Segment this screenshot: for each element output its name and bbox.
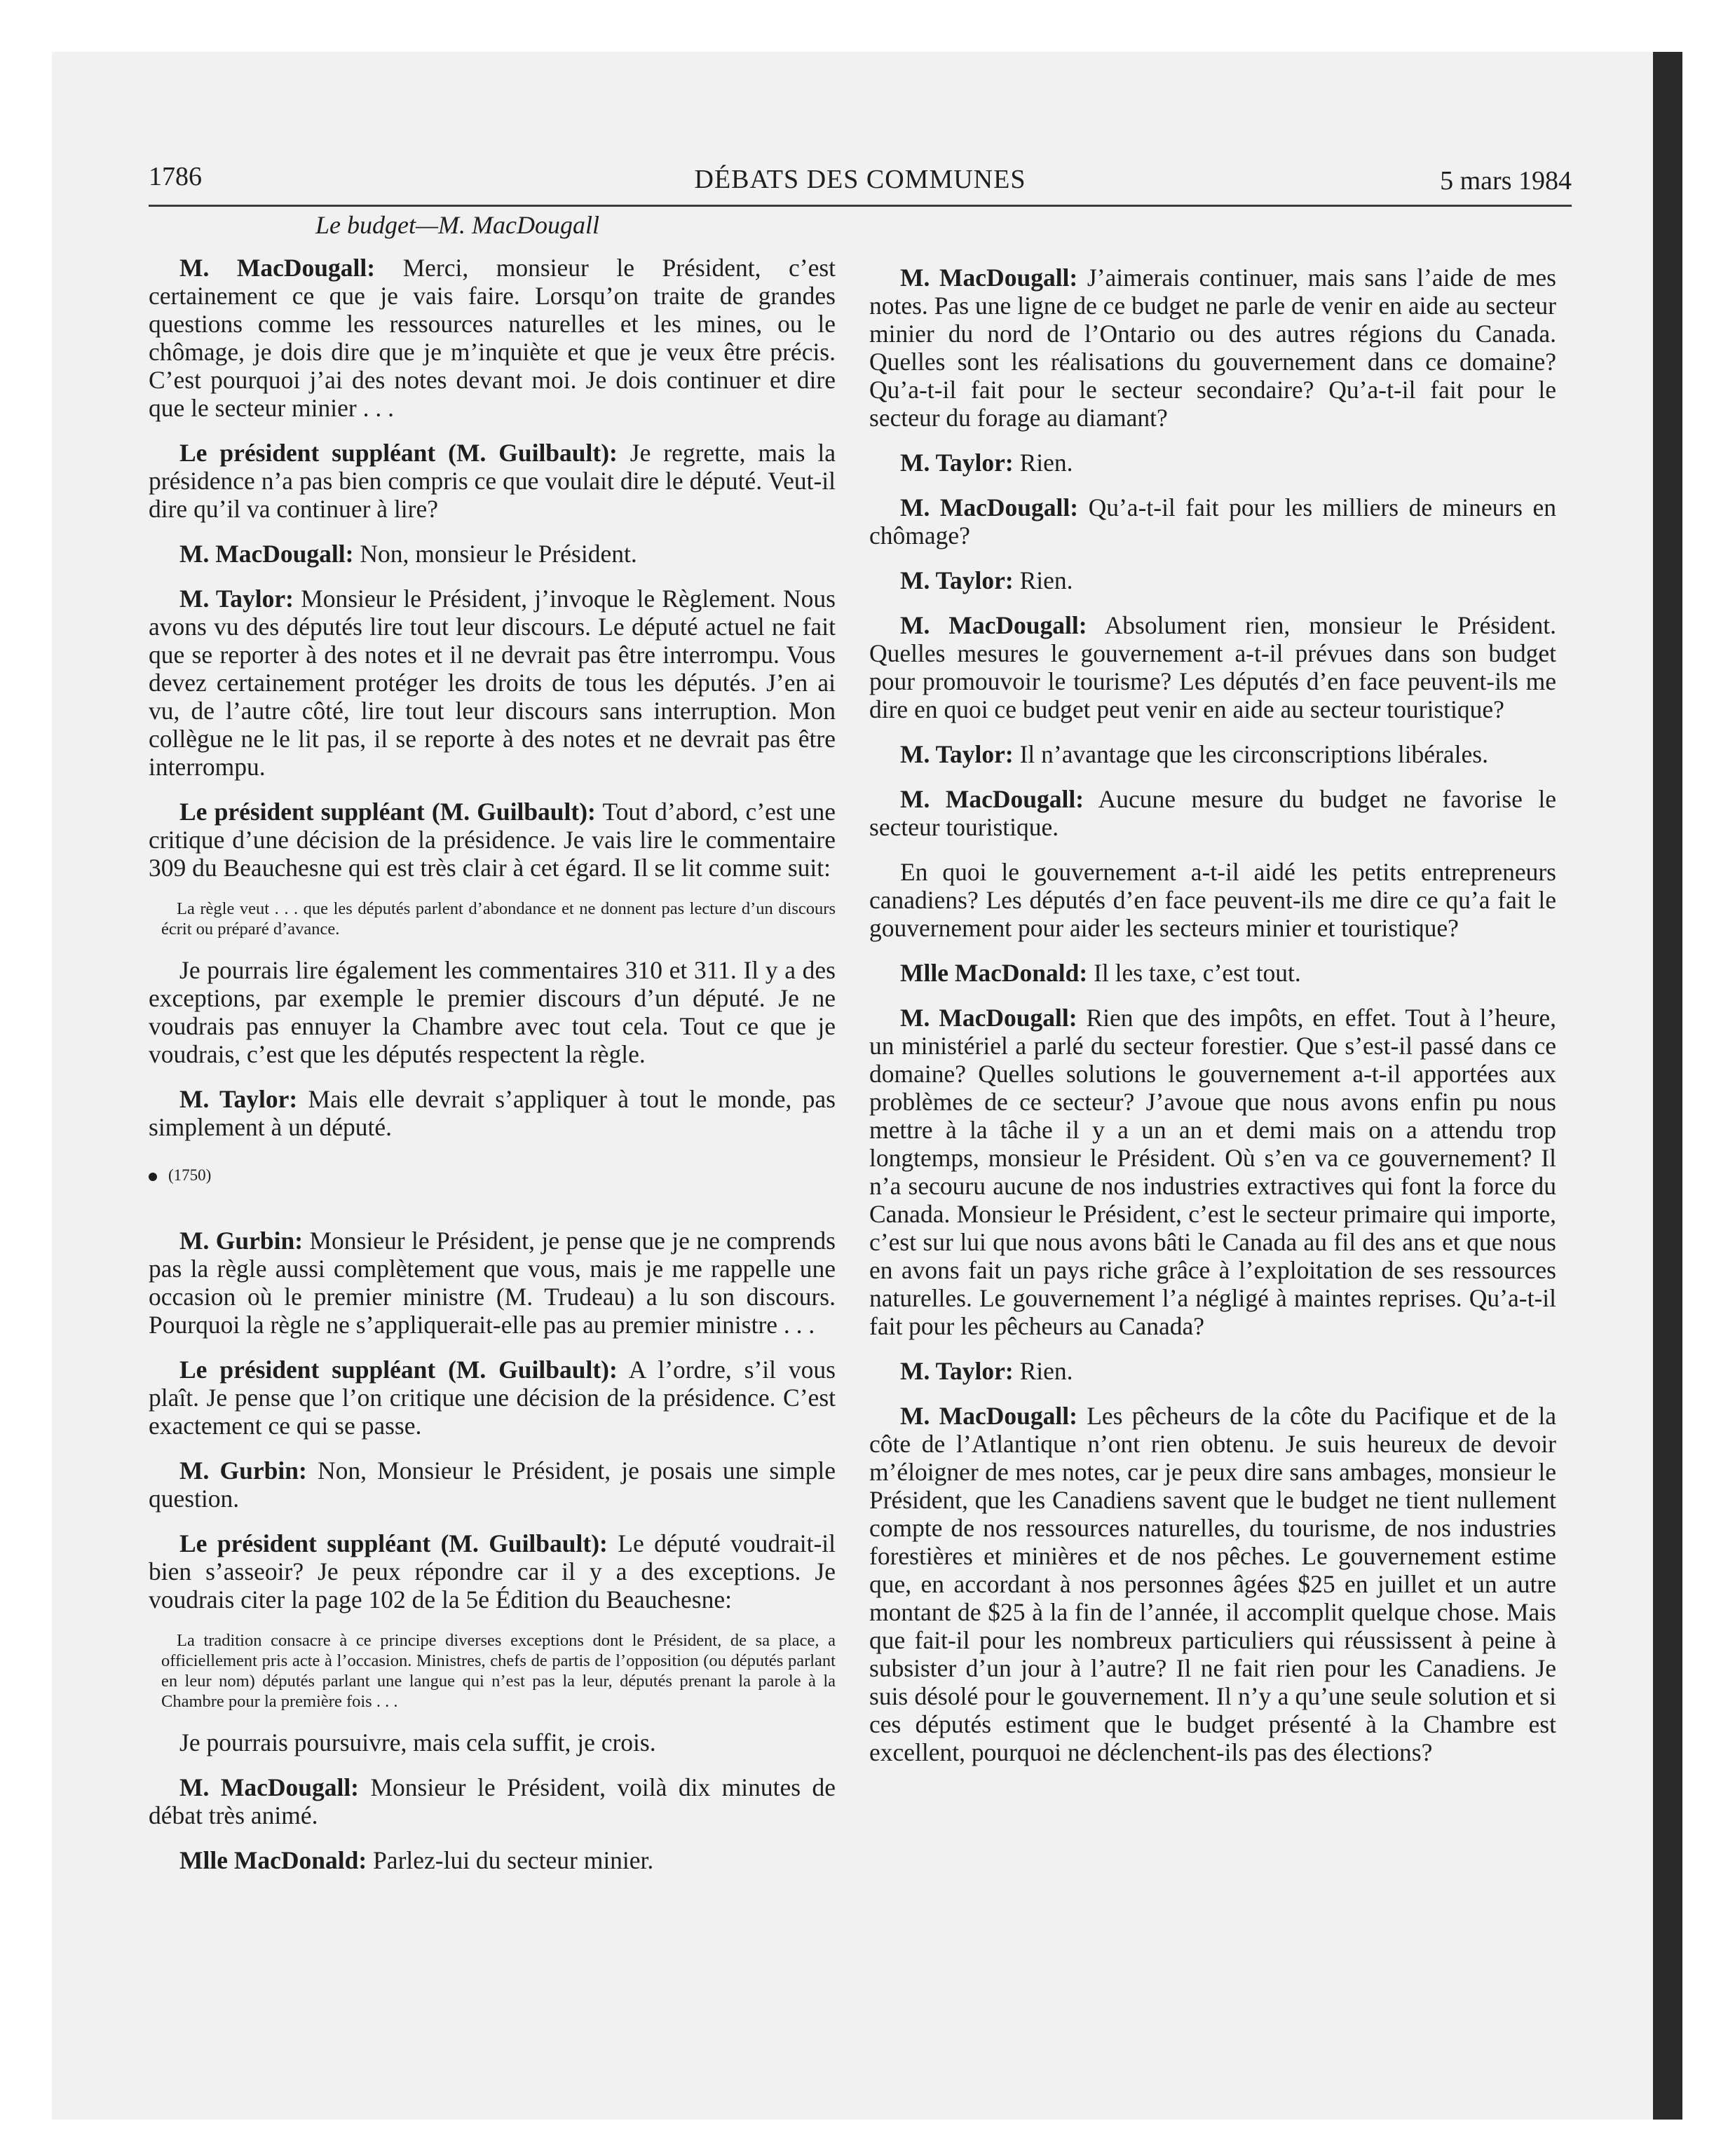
speech-paragraph bbox=[869, 493, 1556, 550]
speech-paragraph bbox=[869, 1402, 1556, 1766]
speech-text: Monsieur le Président, je pense que je ne comprends pas la règle aussi complètement que vous, mais je me rappelle une occasion où le premier ministre (M. Trudeau) a lu son discours. Pourquoi la règle ne s’appliquerait-elle pas au premier ministre . . . bbox=[149, 1227, 836, 1339]
speech-paragraph bbox=[149, 1846, 836, 1874]
speech-paragraph bbox=[869, 858, 1556, 942]
speaker-name: M. MacDougall: bbox=[179, 540, 354, 568]
speaker-name: M. Taylor: bbox=[179, 1085, 298, 1113]
speech-paragraph bbox=[149, 1456, 836, 1513]
speech-paragraph bbox=[869, 1004, 1556, 1340]
page-header bbox=[149, 156, 1572, 207]
speech-text: Il les taxe, c’est tout. bbox=[1087, 959, 1301, 987]
block-quote: La règle veut . . . que les députés parlent d’abondance et ne donnent pas lecture d’un discours écrit ou préparé d’avance. bbox=[161, 899, 836, 939]
speaker-name: Le président suppléant (M. Guilbault): bbox=[179, 439, 618, 467]
speech-paragraph bbox=[869, 449, 1556, 477]
running-head: Le budget—M. MacDougall bbox=[315, 211, 599, 239]
speech-text: Rien. bbox=[1013, 1357, 1073, 1385]
speech-paragraph bbox=[149, 1356, 836, 1440]
speaker-name: M. MacDougall: bbox=[900, 1402, 1077, 1430]
bullet-icon bbox=[149, 1173, 157, 1181]
speech-paragraph bbox=[149, 798, 836, 882]
speech-paragraph bbox=[869, 264, 1556, 432]
speech-paragraph bbox=[149, 585, 836, 781]
left-column bbox=[149, 254, 836, 1891]
speech-text: Rien. bbox=[1013, 566, 1073, 594]
speaker-name: M. MacDougall: bbox=[900, 264, 1078, 292]
page-number: 1786 bbox=[149, 162, 202, 191]
speech-text: Tout d’abord, c’est une critique d’une décision de la présidence. Je vais lire le commentaire 309 du Beauchesne qui est très clair à cet égard. Il se lit comme suit: bbox=[149, 798, 836, 882]
speech-paragraph bbox=[149, 1728, 836, 1756]
speech-text: A l’ordre, s’il vous plaît. Je pense que l’on critique une décision de la présidence. C’est exactement ce qui se passe. bbox=[149, 1356, 836, 1440]
speech-text: Je pourrais lire également les commentaires 310 et 311. Il y a des exceptions, par exemple le premier discours d’un député. Je ne voudrais pas ennuyer la Chambre avec tout cela. Tout ce que je voudrais, c’est que les députés respectent la règle. bbox=[149, 956, 836, 1068]
speech-text: J’aimerais continuer, mais sans l’aide de mes notes. Pas une ligne de ce budget ne parle de venir en aide au secteur minier du nord de l’Ontario ou des autres régions du Canada. Quelles sont les réalisations du gouvernement dans ce domaine? Qu’a-t-il fait pour le secteur secondaire? Qu’a-t-il fait pour le secteur du forage au diamant? bbox=[869, 264, 1556, 432]
publication-title: DÉBATS DES COMMUNES bbox=[694, 165, 1026, 194]
speech-paragraph bbox=[869, 1357, 1556, 1385]
speaker-name: M. Taylor: bbox=[179, 585, 294, 613]
speech-text: Parlez-lui du secteur minier. bbox=[367, 1846, 654, 1874]
speech-text: Il n’avantage que les circonscriptions libérales. bbox=[1013, 740, 1488, 768]
speech-paragraph bbox=[149, 1773, 836, 1829]
speaker-name: M. MacDougall: bbox=[900, 611, 1087, 639]
speaker-name: M. Taylor: bbox=[900, 449, 1014, 477]
speech-text: Mais elle devrait s’appliquer à tout le monde, pas simplement à un député. bbox=[149, 1085, 836, 1141]
speech-text: Monsieur le Président, j’invoque le Règlement. Nous avons vu des députés lire tout leur discours. Le député actuel ne fait que se reporter à des notes et il ne devrait pas être interrompu. Vous devez certainement protéger les droits de tous les députés. J’en ai vu, de l’autre côté, lire tout leur discours sans interruption. Mon collègue ne le lit pas, il se reporte à des notes et ne devrait pas être interrompu. bbox=[149, 585, 836, 781]
speech-paragraph bbox=[149, 540, 836, 568]
speaker-name: M. Taylor: bbox=[900, 1357, 1014, 1385]
speech-text: Non, monsieur le Président. bbox=[353, 540, 637, 568]
speech-text: Absolument rien, monsieur le Président. Quelles mesures le gouvernement a-t-il prévues dans son budget pour promouvoir le tourisme? Les députés d’en face peuvent-ils me dire en quoi ce budget peut venir en aide au secteur touristique? bbox=[869, 611, 1557, 723]
speaker-name: Le président suppléant (M. Guilbault): bbox=[179, 1356, 618, 1384]
speaker-name: Mlle MacDonald: bbox=[179, 1846, 367, 1874]
speech-paragraph bbox=[869, 740, 1556, 768]
speaker-name: Le président suppléant (M. Guilbault): bbox=[179, 798, 596, 826]
speaker-name: M. Gurbin: bbox=[179, 1227, 304, 1255]
speech-paragraph bbox=[869, 785, 1556, 841]
speech-paragraph bbox=[869, 566, 1556, 594]
speech-text: Non, Monsieur le Président, je posais une simple question. bbox=[149, 1456, 836, 1513]
right-column bbox=[869, 264, 1556, 1783]
speech-text: Monsieur le Président, voilà dix minutes de débat très animé. bbox=[149, 1773, 836, 1829]
speech-paragraph bbox=[149, 1227, 836, 1339]
speech-paragraph bbox=[869, 611, 1556, 723]
speech-text: Je pourrais poursuivre, mais cela suffit, je crois. bbox=[179, 1728, 656, 1756]
block-quote: La tradition consacre à ce principe diverses exceptions dont le Président, de sa place, a officiellement pris acte à l’occasion. Ministres, chefs de partis de l’opposition (ou députés parlant en leur nom) députés parlant une langue qui n’est pas la leur, députés prenant la parole à la Chambre pour la première fois . . . bbox=[161, 1631, 836, 1711]
speaker-name: M. MacDougall: bbox=[179, 1773, 360, 1801]
speaker-name: M. Taylor: bbox=[900, 566, 1014, 594]
speaker-name: M. MacDougall: bbox=[900, 785, 1084, 813]
time-marker bbox=[149, 1165, 836, 1186]
speech-text: Rien que des impôts, en effet. Tout à l’heure, un ministériel a parlé du secteur forestier. Que s’est-il passé dans ce domaine? Quelles solutions le gouvernement a-t-il apportées aux problèmes de ce secteur? J’avoue que nous avons enfin pu nous mettre à la tâche il y a un an et demi mais on a attendu trop longtemps, monsieur le Président. Où s’en va ce gouvernement? Il n’a secouru aucune de nos industries extractives qui font la force du Canada. Monsieur le Président, c’est le secteur primaire qui importe, c’est sur lui que nous avons bâti le Canada au fil des ans et que nous en avons fait un pays riche grâce à l’exploitation de ses ressources naturelles. Le gouvernement l’a négligé à maintes reprises. Qu’a-t-il fait pour les pêcheurs au Canada? bbox=[869, 1004, 1556, 1340]
speaker-name: M. MacDougall: bbox=[900, 493, 1079, 521]
speech-text: Merci, monsieur le Président, c’est certainement ce que je vais faire. Lorsqu’on traite de grandes questions comme les ressources naturelles et les mines, ou le chômage, je dois dire que je m’inquiète et que je veux être précis. C’est pourquoi j’ai des notes devant moi. Je dois continuer et dire que le secteur minier . . . bbox=[149, 254, 836, 422]
speech-paragraph bbox=[149, 1085, 836, 1141]
speech-paragraph bbox=[869, 959, 1556, 987]
speech-text: Les pêcheurs de la côte du Pacifique et de la côte de l’Atlantique n’ont rien obtenu. Je suis heureux de devoir m’éloigner de mes notes, car je peux dire sans ambages, monsieur le Président, que les Canadiens savent que le budget ne tient nullement compte de nos ressources naturelles, du tourisme, de nos industries forestières et minières et de nos pêches. Le gouvernement estime que, en accordant à nos personnes âgées $25 en juillet et un autre montant de $25 à la fin de l’année, il accomplit quelque chose. Mais que fait-il pour les nombreux particuliers qui réussissent à peine à subsister d’un jour à l’autre? Il ne fait rien pour les Canadiens. Je suis désolé pour le gouvernement. Il n’y a qu’une seule solution et si ces députés estiment que le budget présenté à la Chambre est excellent, pourquoi ne déclenchent-ils pas des élections? bbox=[869, 1402, 1556, 1766]
speech-text: Le député voudrait-il bien s’asseoir? Je peux répondre car il y a des exceptions. Je voudrais citer la page 102 de la 5e Édition du Beauchesne: bbox=[149, 1529, 836, 1613]
speaker-name: M. MacDougall: bbox=[900, 1004, 1077, 1032]
speech-paragraph bbox=[149, 1529, 836, 1613]
speech-text: Qu’a-t-il fait pour les milliers de mineurs en chômage? bbox=[869, 493, 1556, 550]
speaker-name: M. Gurbin: bbox=[179, 1456, 307, 1485]
speaker-name: M. MacDougall: bbox=[179, 254, 376, 282]
scan-edge-shadow bbox=[1653, 52, 1682, 2120]
speech-paragraph bbox=[149, 254, 836, 422]
speech-text: Je regrette, mais la présidence n’a pas bien compris ce que voulait dire le député. Veut-il dire qu’il va continuer à lire? bbox=[149, 439, 836, 523]
speech-paragraph bbox=[149, 956, 836, 1068]
issue-date: 5 mars 1984 bbox=[1440, 166, 1572, 196]
speech-text: Rien. bbox=[1013, 449, 1073, 477]
time-marker-text: (1750) bbox=[168, 1166, 212, 1184]
speaker-name: Mlle MacDonald: bbox=[900, 959, 1088, 987]
speaker-name: Le président suppléant (M. Guilbault): bbox=[179, 1529, 608, 1557]
speech-text: Aucune mesure du budget ne favorise le secteur touristique. bbox=[869, 785, 1556, 841]
speech-paragraph bbox=[149, 439, 836, 523]
speaker-name: M. Taylor: bbox=[900, 740, 1014, 768]
speech-text: En quoi le gouvernement a-t-il aidé les petits entrepreneurs canadiens? Les députés d’en face peuvent-ils me dire ce qu’a fait le gouvernement pour aider les secteurs minier et touristique? bbox=[869, 858, 1556, 942]
